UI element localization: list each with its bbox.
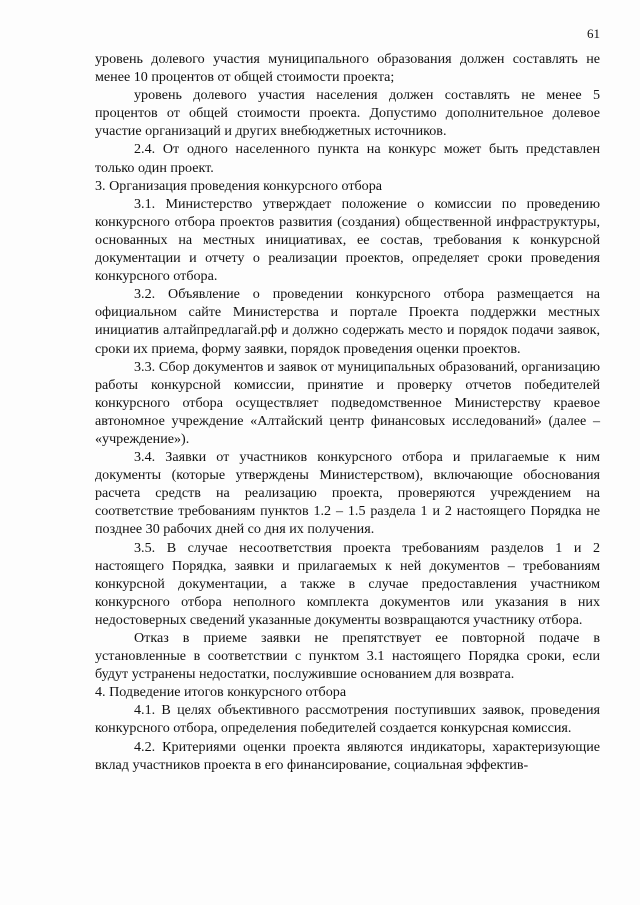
- document-body: [95, 50, 600, 774]
- paragraph-refusal: Отказ в приеме заявки не препятствует ее повторной подаче в установленные в соответствии с пунктом 3.1 настоящего Порядка сроки, если будут устранены недостатки, послужившие основанием для возврата.: [95, 630, 600, 683]
- page-number: 61: [587, 26, 600, 41]
- paragraph-3-2: 3.2. Объявление о проведении конкурсного отбора размещается на официальном сайте Министерства и портале Проекта поддержки местных инициатив алтайпредлагай.рф и должно содержать место и порядок подачи заявок, сроки их приема, форму заявки, порядок проведения оценки проектов.: [95, 286, 600, 357]
- section-heading-4: 4. Подведение итогов конкурсного отбора: [95, 684, 347, 701]
- paragraph-4-1: 4.1. В целях объективного рассмотрения поступивших заявок, проведения конкурсного отбора, определения победителей создается конкурсная комиссия.: [95, 702, 600, 737]
- paragraph-3-4: 3.4. Заявки от участников конкурсного отбора и прилагаемые к ним документы (которые утверждены Министерством), включающие обоснования расчета средств на реализацию проекта, проверяются учреждением на соответствие требованиям пунктов 1.2 – 1.5 раздела 1 и 2 настоящего Порядка не позднее 30 рабочих дней со дня их получения.: [95, 449, 600, 538]
- paragraph-population-share: уровень долевого участия населения должен составлять не менее 5 процентов от общей стоимости проекта. Допустимо дополнительное долевое участие организаций и других внебюджетных источников.: [95, 87, 600, 140]
- paragraph-4-2: 4.2. Критериями оценки проекта являются индикаторы, характеризующие вклад участников проекта в его финансирование, социальная эффектив-: [95, 738, 600, 773]
- paragraph-municipal-share: уровень долевого участия муниципального образования должен составлять не менее 10 процентов от общей стоимости проекта;: [95, 51, 600, 86]
- section-heading-3: 3. Организация проведения конкурсного отбора: [95, 177, 382, 194]
- paragraph-3-1: 3.1. Министерство утверждает положение о комиссии по проведению конкурсного отбора проектов развития (создания) общественной инфраструктуры, основанных на местных инициативах, ее состав, требования к конкурсной документации и отчету о реализации проектов, определяет сроки проведения конкурсного отбора.: [95, 195, 600, 285]
- paragraph-3-5: 3.5. В случае несоответствия проекта требованиям разделов 1 и 2 настоящего Порядка, заявки и прилагаемых к ней документов – требованиям конкурсной документации, а также в случае предоставления участником конкурсного отбора неполного комплекта документов или указания в них недостоверных сведений указанные документы возвращаются участнику отбора.: [95, 539, 600, 628]
- paragraph-3-3: 3.3. Сбор документов и заявок от муниципальных образований, организацию работы конкурсной комиссии, принятие и проверку отчетов победителей конкурсного отбора осуществляет подведомственное Министерству краевое автономное учреждение «Алтайский центр финансовых исследований» (далее – «учреждение»).: [95, 358, 600, 447]
- paragraph-2-4: 2.4. От одного населенного пункта на конкурс может быть представлен только один проект.: [95, 141, 600, 176]
